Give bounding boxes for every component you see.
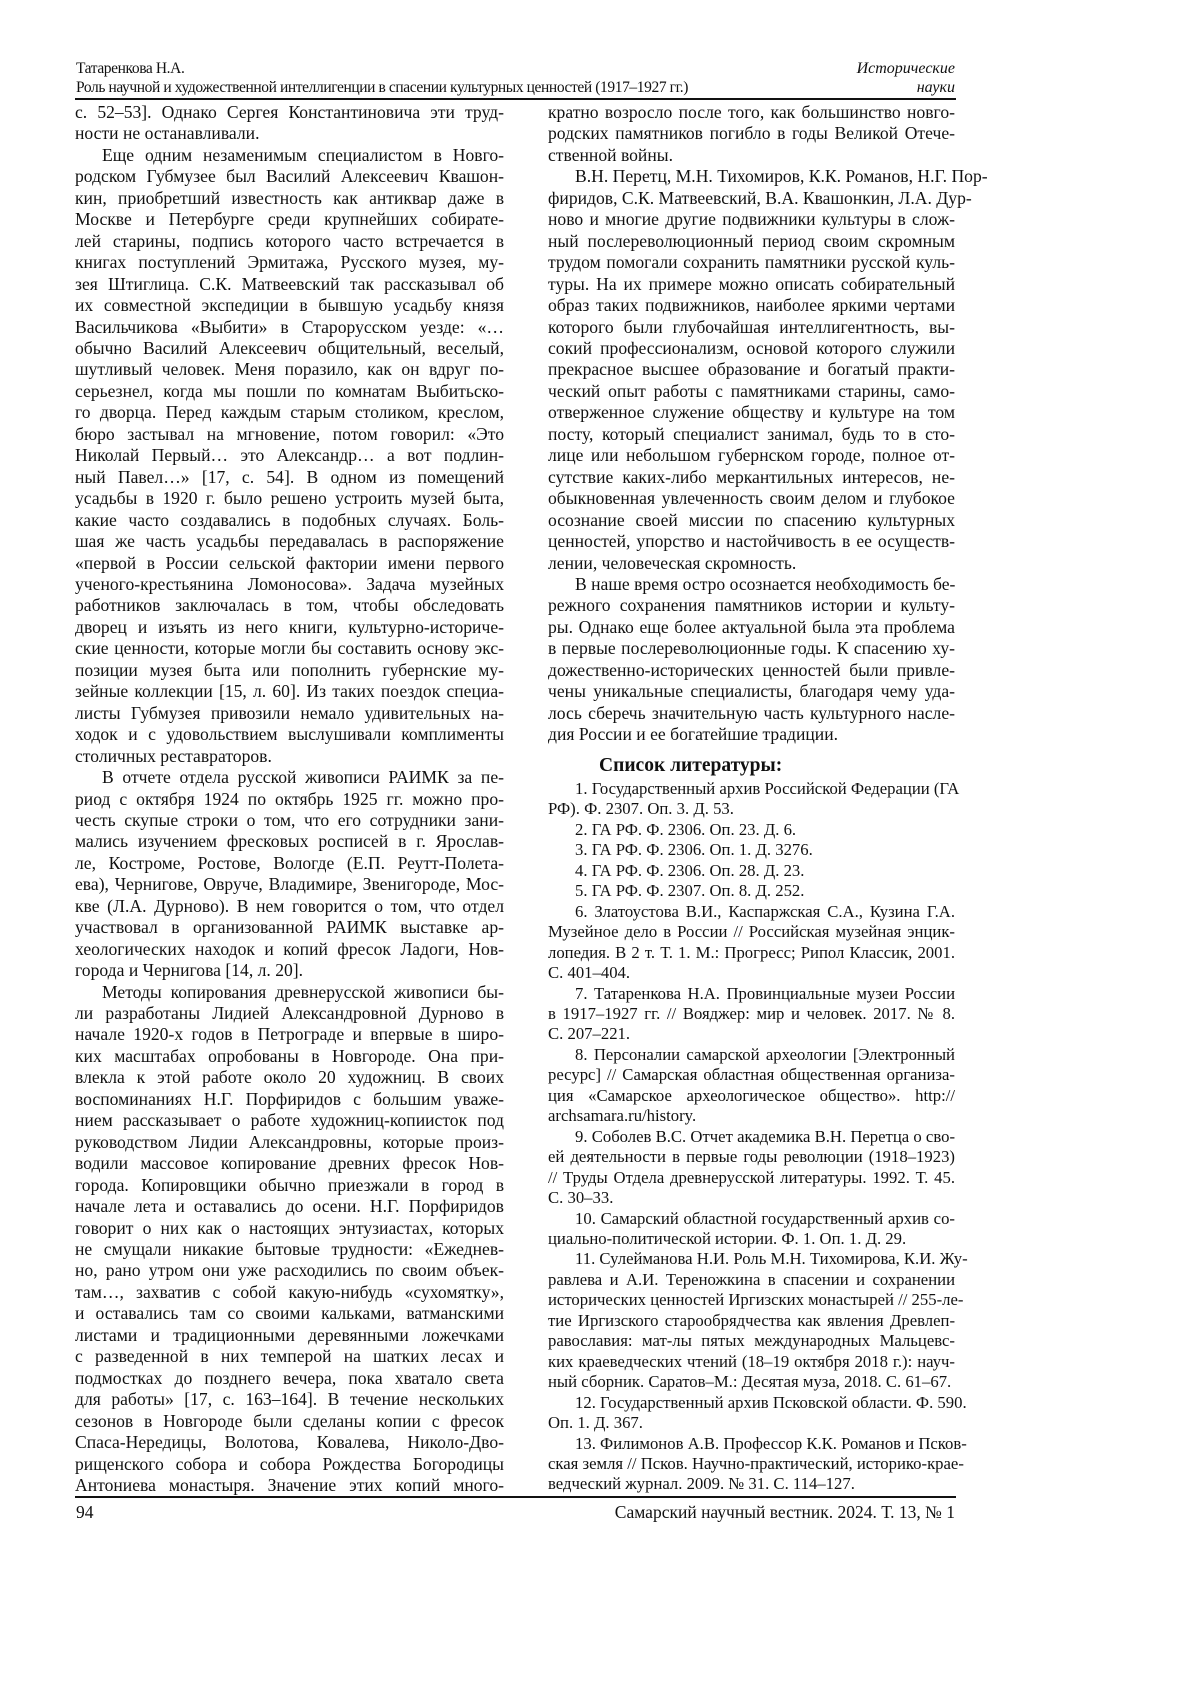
text-line: ученого-крестьянина Ломоносова». Задача музейных	[75, 573, 504, 594]
text-line: сезонов в Новгороде были сделаны копии с фресок	[75, 1410, 504, 1431]
reference-item	[548, 1433, 967, 1495]
text-line: 1. Государственный архив Российской Федерации (ГА	[575, 779, 960, 798]
text-line: 2. ГА РФ. Ф. 2306. Оп. 23. Д. 6.	[575, 819, 797, 839]
reference-item	[548, 779, 960, 820]
paragraph	[548, 574, 955, 746]
text-line: родском Губмузее был Василий Алексеевич Квашон-	[75, 166, 504, 187]
text-line: усадьбы в 1920 г. было решено устроить музей быта,	[75, 488, 504, 509]
text-line: ново и многие другие подвижники культуры в слож-	[548, 209, 955, 230]
reference-item	[548, 984, 955, 1045]
text-line: 10. Самарский областной государственный архив со-	[575, 1208, 955, 1228]
left-column	[75, 102, 504, 1496]
text-line: дворец и изъять из него книги, культурно-историче-	[75, 616, 504, 637]
text-line: шутливый человек. Меня поразило, как он вдруг по-	[75, 359, 504, 380]
text-line: 11. Сулейманова Н.И. Роль М.Н. Тихомирова, К.И. Жу-	[575, 1249, 968, 1269]
text-line: позиции музея быта или пополнить губернские му-	[75, 659, 504, 680]
reference-item	[548, 902, 955, 984]
text-line: 9. Соболев В.С. Отчет академика В.Н. Перетца о сво-	[575, 1126, 955, 1146]
text-line: С. 401–404.	[548, 963, 631, 983]
text-line: серьезнел, когда мы пошли по комнатам Выбитьско-	[75, 380, 504, 401]
text-line: не смущали никакие бытовые трудности: «Ежеднев-	[75, 1239, 504, 1260]
text-line: 12. Государственный архив Псковской области. Ф. 590.	[575, 1392, 967, 1412]
text-line: влекла к этой работе около 20 художниц. В своих	[75, 1067, 504, 1088]
text-line: руководством Лидии Александровны, которые произ-	[75, 1131, 504, 1152]
section-label-line1: Исторические	[856, 60, 955, 77]
text-line: го дворца. Перед каждым старым столиком, креслом,	[75, 402, 504, 423]
text-line: циально-политической истории. Ф. 1. Оп. 1. Д. 29.	[548, 1228, 907, 1248]
text-line: 13. Филимонов А.В. Профессор К.К. Романов и Псков-	[575, 1433, 967, 1453]
text-line: книгах поступлений Эрмитажа, Русского музея, му-	[75, 252, 504, 273]
reference-item	[548, 1045, 955, 1127]
text-line: и оставались там со своими кальками, ватманскими	[75, 1303, 504, 1324]
text-line: равлева и А.И. Тереножкина в спасении и сохранении	[548, 1269, 955, 1289]
text-line: чены уникальные специалисты, благодаря чему уда-	[548, 681, 955, 702]
text-line: столичных реставраторов.	[75, 745, 272, 766]
section-label-line2: науки	[916, 79, 955, 96]
text-line: ный сборник. Саратов–М.: Десятая муза, 2018. С. 61–67.	[548, 1372, 952, 1392]
text-line: лице или небольшом губернском городе, полное от-	[548, 445, 955, 466]
text-line: РФ). Ф. 2307. Оп. 3. Д. 53.	[548, 799, 734, 819]
text-line: говорит о них как о настоящих энтузиастах, которых	[75, 1217, 504, 1238]
text-line: ких масштабах опробованы в Новгороде. Она при-	[75, 1045, 504, 1066]
text-line: родских памятников погибло в годы Великой Отече-	[548, 123, 955, 144]
text-line: Оп. 1. Д. 367.	[548, 1413, 643, 1433]
text-line: участвовал в организованной РАИМК выставке ар-	[75, 917, 504, 938]
text-line: посту, который специалист занимал, будь то в сто-	[548, 423, 955, 444]
running-head-author: Татаренкова Н.А.	[76, 60, 185, 77]
text-line: мались изучением фресковых росписей в г. Ярослав-	[75, 831, 504, 852]
text-line: ходок и с удовольствием выслушивали комплименты	[75, 724, 504, 745]
text-line: водили массовое копирование древних фресок Нов-	[75, 1153, 504, 1174]
reference-item	[548, 840, 955, 860]
text-line: лопедия. В 2 т. Т. 1. М.: Прогресс; Рипол Классик, 2001.	[548, 942, 955, 962]
text-line: ный послереволюционный период своим скромным	[548, 230, 955, 251]
paragraph	[75, 767, 504, 982]
text-line: В отчете отдела русской живописи РАИМК за пе-	[102, 767, 504, 788]
text-line: листами и традиционными деревянными ложечками	[75, 1324, 504, 1345]
text-line: Спаса-Нередицы, Волотова, Ковалева, Николо-Дво-	[75, 1432, 504, 1453]
text-line: дожественно-исторических ценностей были привле-	[548, 659, 955, 680]
text-line: честь скупые строки о том, что его сотрудники зани-	[75, 809, 504, 830]
text-line: ры. Однако еще более актуальной была эта проблема	[548, 616, 955, 637]
text-line: лении, человеческая скромность.	[548, 552, 797, 573]
text-line: равославия: мат-лы пятых международных Мальцевс-	[548, 1331, 955, 1351]
paragraph	[548, 102, 955, 166]
text-line: 6. Златоустова В.И., Каспаржская С.А., Кузина Г.А.	[575, 901, 955, 921]
text-line: Музейное дело в России // Российская музейная энцик-	[548, 922, 955, 942]
text-line: ли разработаны Лидией Александровной Дурново в	[75, 1003, 504, 1024]
text-line: ведческий журнал. 2009. № 31. С. 114–127.	[548, 1474, 855, 1494]
reference-item	[548, 820, 955, 840]
text-line: зея Штиглица. С.К. Матвеевский так рассказывал об	[75, 273, 504, 294]
text-line: ева), Чернигове, Овруче, Владимире, Звенигороде, Мос-	[75, 874, 504, 895]
text-line: В наше время остро осознается необходимость бе-	[575, 573, 956, 594]
text-line: 7. Татаренкова Н.А. Провинциальные музеи России	[575, 983, 955, 1003]
text-line: сокий профессионализм, основой которого служили	[548, 337, 955, 358]
reference-item	[548, 881, 955, 901]
right-column	[548, 102, 988, 746]
header-rule	[75, 98, 956, 100]
text-line: кин, приобретший известность как антиквар даже в	[75, 187, 504, 208]
text-line: какие часто создавались в подобных случаях. Боль-	[75, 509, 504, 530]
text-line: archsamara.ru/history.	[548, 1106, 697, 1126]
text-line: Васильчикова «Выбити» в Старорусском уезде: «…	[75, 316, 504, 337]
text-line: «первой в России сельской фактории имени первого	[75, 552, 504, 573]
text-line: шая же часть усадьбы передавалась в распоряжение	[75, 531, 504, 552]
text-line: риод с октября 1924 по октябрь 1925 гг. можно про-	[75, 788, 504, 809]
reference-item	[548, 1127, 955, 1209]
text-line: прекрасное высшее образование и богатый практи-	[548, 359, 955, 380]
text-line: В.Н. Перетц, М.Н. Тихомиров, К.К. Романов, Н.Г. Пор-	[575, 166, 988, 187]
text-line: воспоминаниях Н.Г. Порфиридов с большим уваже-	[75, 1088, 504, 1109]
references-list	[548, 779, 968, 1495]
text-line: ей деятельности в первые годы революции (1918–1923)	[548, 1147, 955, 1167]
text-line: с разведенной в них темперой на шатких лесах и	[75, 1346, 504, 1367]
text-line: туры. На их примере можно описать собирательный	[548, 273, 955, 294]
text-line: ный Павел…» [17, с. 54]. В одном из помещений	[75, 466, 504, 487]
text-line: С. 30–33.	[548, 1188, 614, 1208]
text-line: 5. ГА РФ. Ф. 2307. Оп. 8. Д. 252.	[575, 881, 805, 901]
text-line: рищенского собора и собора Рождества Богородицы	[75, 1453, 504, 1474]
text-line: Антониева монастыря. Значение этих копий много-	[75, 1475, 504, 1495]
text-line: 4. ГА РФ. Ф. 2306. Оп. 28. Д. 23.	[575, 860, 805, 880]
text-line: Москве и Петербурге среди крупнейших собирате-	[75, 209, 504, 230]
text-line: подмостках до позднего вечера, пока хватало света	[75, 1367, 504, 1388]
text-line: образ таких подвижников, наиболее яркими чертами	[548, 295, 955, 316]
text-line: Методы копирования древнерусской живописи бы-	[102, 981, 504, 1002]
text-line: обычно Василий Алексеевич общительный, веселый,	[75, 337, 504, 358]
text-line: которого были глубочайшая интеллигентность, вы-	[548, 316, 955, 337]
text-line: // Труды Отдела древнерусской литературы. 1992. Т. 45.	[548, 1167, 955, 1187]
text-line: хеологических находок и копий фресок Ладоги, Нов-	[75, 938, 504, 959]
text-line: лей старины, подпись которого часто встречается в	[75, 230, 504, 251]
text-line: ле, Костроме, Ростове, Вологде (Е.П. Реутт-Полета-	[75, 852, 504, 873]
text-line: работников заключалась в том, чтобы обследовать	[75, 595, 504, 616]
text-line: кратно возросло после того, как большинство новго-	[548, 102, 955, 122]
running-head-title: Роль научной и художественной интеллигенции в спасении культурных ценностей (1917–1927 гг.)	[76, 79, 689, 96]
paragraph	[548, 166, 988, 574]
text-line: режного сохранения памятников истории и культу-	[548, 595, 955, 616]
text-line: ские ценности, которые могли бы составить основу экс-	[75, 638, 504, 659]
text-line: обыкновенная увлеченность своим делом и глубокое	[548, 488, 955, 509]
reference-item	[548, 861, 955, 881]
journal-citation: Самарский научный вестник. 2024. Т. 13, № 1	[614, 1502, 955, 1522]
text-line: начале лета и оставались до осени. Н.Г. Порфиридов	[75, 1196, 504, 1217]
text-line: дия России и ее богатейшие традиции.	[548, 724, 839, 745]
reference-item	[548, 1249, 968, 1392]
text-line: ких краеведческих чтений (18–19 октября 2018 г.): науч-	[548, 1351, 955, 1371]
text-line: их совместной экспедиции в бывшую усадьбу князя	[75, 295, 504, 316]
text-line: но, рано утром они уже расходились по своим объек-	[75, 1260, 504, 1281]
text-line: тие Иргизского старообрядчества как явления Древлеп-	[548, 1310, 955, 1330]
text-line: в первые послереволюционные годы. К спасению ху-	[548, 638, 955, 659]
text-line: там…, захватив с собой какую-нибудь «сухомятку»,	[75, 1281, 504, 1302]
text-line: нием рассказывает о работе художниц-копиисток под	[75, 1110, 504, 1131]
text-line: 8. Персоналии самарской археологии [Электронный	[575, 1044, 955, 1064]
paragraph	[75, 102, 504, 145]
reference-item	[548, 1392, 967, 1434]
text-line: ственной войны.	[548, 144, 673, 165]
text-line: Николай Первый… это Александр… а вот подлин-	[75, 445, 504, 466]
text-line: города. Копировщики обычно приезжали в город в	[75, 1174, 504, 1195]
page-number: 94	[76, 1502, 94, 1522]
text-line: фиридов, С.К. Матвеевский, В.А. Квашонкин, Л.А. Дур-	[548, 187, 972, 208]
text-line: ности не останавливали.	[75, 123, 260, 144]
text-line: ресурс] // Самарская областная общественная организа-	[548, 1065, 955, 1085]
text-line: с. 52–53]. Однако Сергея Константиновича эти труд-	[75, 102, 504, 122]
footer-rule	[75, 1496, 956, 1498]
text-line: ценностей, упорство и настойчивость в ее осуществ-	[548, 531, 955, 552]
text-line: 3. ГА РФ. Ф. 2306. Оп. 1. Д. 3276.	[575, 840, 813, 860]
text-line: отверженное служение обществу и культуре на том	[548, 402, 955, 423]
text-line: кве (Л.А. Дурново). В нем говорится о том, что отдел	[75, 895, 504, 916]
paragraph	[75, 982, 504, 1497]
text-line: в 1917–1927 гг. // Вояджер: мир и человек. 2017. № 8.	[548, 1003, 955, 1023]
text-line: лось сберечь значительную часть культурного насле-	[548, 702, 955, 723]
paragraph	[75, 145, 504, 767]
text-line: зейные коллекции [15, л. 60]. Из таких поездок специа-	[75, 681, 504, 702]
text-line: листы Губмузея привозили немало удивительных на-	[75, 702, 504, 723]
text-line: исторических ценностей Иргизских монастырей // 255-ле-	[548, 1290, 964, 1310]
text-line: ская земля // Псков. Научно-практический, историко-крае-	[548, 1453, 964, 1473]
references-heading: Список литературы:	[599, 755, 783, 776]
text-line: города и Чернигова [14, л. 20].	[75, 960, 304, 981]
text-line: бюро застывал на мгновение, потом говорил: «Это	[75, 423, 504, 444]
text-line: осознание своей миссии по спасению культурных	[548, 509, 955, 530]
text-line: для работы» [17, с. 163–164]. В течение нескольких	[75, 1389, 504, 1410]
text-line: сутствие каких-либо меркантильных интересов, не-	[548, 466, 955, 487]
text-line: начале 1920-х годов в Петрограде и впервые в широ-	[75, 1024, 504, 1045]
text-line: С. 207–221.	[548, 1024, 631, 1044]
text-line: Еще одним незаменимым специалистом в Новго-	[102, 144, 504, 165]
text-line: трудом помогали сохранить памятники русской куль-	[548, 252, 955, 273]
reference-item	[548, 1209, 955, 1250]
text-line: ция «Самарское археологическое общество». http://	[548, 1085, 955, 1105]
text-line: ческий опыт работы с памятниками старины, само-	[548, 380, 955, 401]
